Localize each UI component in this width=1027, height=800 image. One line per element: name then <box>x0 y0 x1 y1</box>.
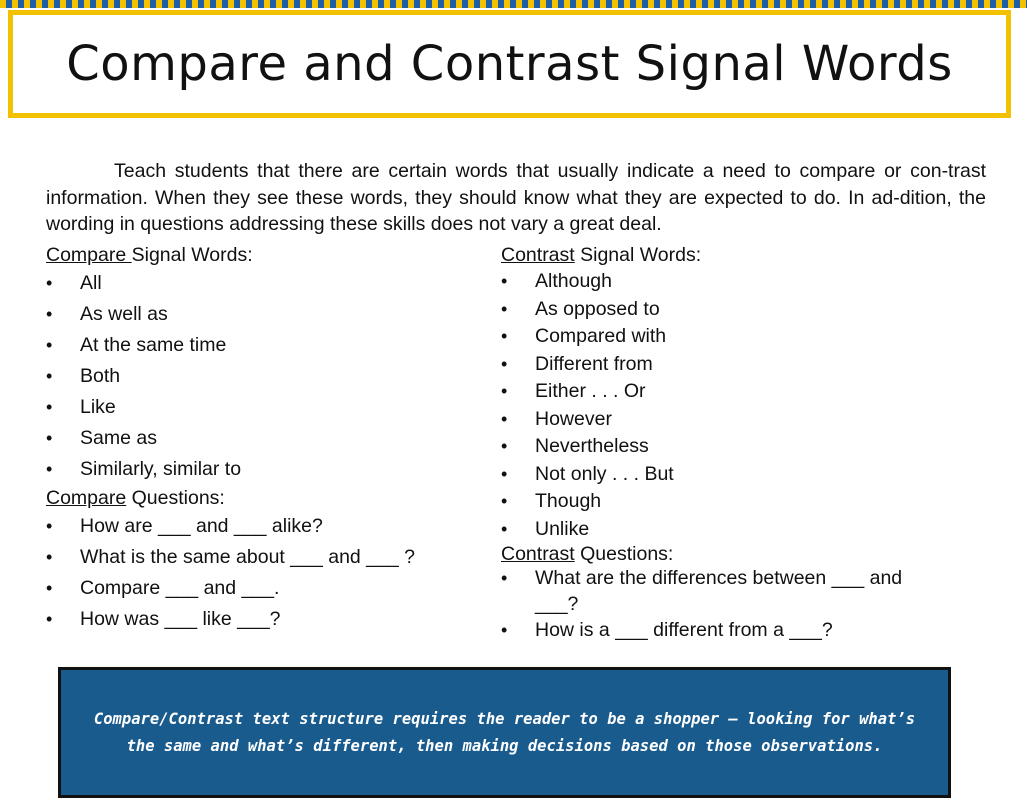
list-item: • Compare ___ and ___. <box>46 573 466 604</box>
page-title: Compare and Contrast Signal Words <box>66 36 953 92</box>
list-item: • Different from <box>501 351 971 379</box>
top-decorative-stripe <box>0 0 1027 8</box>
list-item: • How are ___ and ___ alike? <box>46 511 466 542</box>
compare-questions-heading: Compare Questions: <box>46 487 225 509</box>
list-item: • Like <box>46 392 466 423</box>
list-item: • How is a ___ different from a ___? <box>501 617 971 643</box>
list-item: • However <box>501 406 971 434</box>
list-item: • What are the differences between ___ and ___? <box>501 565 971 617</box>
contrast-column <box>501 242 971 643</box>
compare-words-list <box>46 268 466 485</box>
list-item: • All <box>46 268 466 299</box>
contrast-words-list <box>501 268 971 543</box>
list-item: • Nevertheless <box>501 433 971 461</box>
list-item: • Though <box>501 488 971 516</box>
compare-column <box>46 242 466 635</box>
list-item: • How was ___ like ___? <box>46 604 466 635</box>
compare-questions-list <box>46 511 466 635</box>
summary-text: Compare/Contrast text structure requires the reader to be a shopper — looking for what’s the same and what’s different, then making decisions based on those observations. <box>93 709 916 755</box>
compare-words-heading: Compare Signal Words: <box>46 244 253 266</box>
list-item: • At the same time <box>46 330 466 361</box>
list-item: • Both <box>46 361 466 392</box>
contrast-words-heading: Contrast Signal Words: <box>501 244 702 266</box>
list-item: • Same as <box>46 423 466 454</box>
contrast-questions-list <box>501 565 971 643</box>
title-banner <box>8 10 1011 118</box>
intro-paragraph <box>46 158 986 238</box>
list-item: • As well as <box>46 299 466 330</box>
summary-callout <box>58 667 951 798</box>
list-item: • Unlike <box>501 516 971 544</box>
list-item: • Not only . . . But <box>501 461 971 489</box>
list-item: • Similarly, similar to <box>46 454 466 485</box>
intro-text: Teach students that there are certain words that usually indicate a need to compare or con-trast information. When they see these words, they should know what they are expected to do. In ad-dition, the wording in questions addressing these skills does not vary a great deal. <box>46 160 986 235</box>
contrast-questions-heading: Contrast Questions: <box>501 543 674 565</box>
list-item: • Either . . . Or <box>501 378 971 406</box>
list-item: • Compared with <box>501 323 971 351</box>
list-item: • Although <box>501 268 971 296</box>
list-item: • As opposed to <box>501 296 971 324</box>
list-item: • What is the same about ___ and ___ ? <box>46 542 466 573</box>
